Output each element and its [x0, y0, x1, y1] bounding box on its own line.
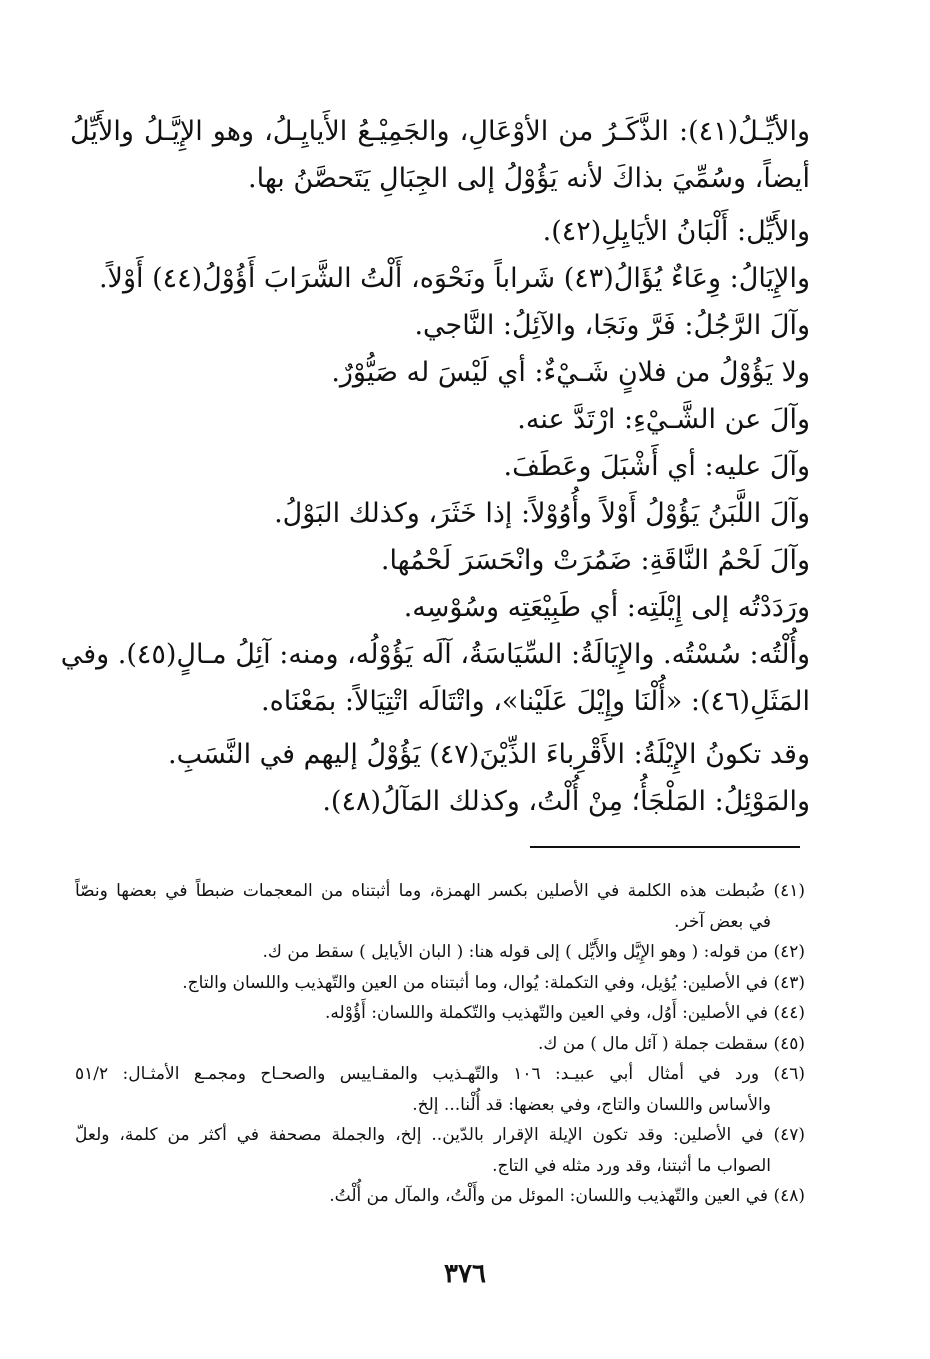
- text-line: وآلَ عليه: أي أَشْبَلَ وعَطَفَ.: [503, 451, 810, 482]
- text-line: وقد تكونُ الإِيْلَةُ: الأَقْرِباءَ الذِّيْنَ(٤٧) يَؤُوْلُ إليهم في النَّسَبِ.: [168, 739, 810, 770]
- text-line: أيضاً، وسُمِّيَ بذاكَ لأنه يَؤُوْلُ إلى الجِبَالِ يَتَحصَّنُ بها.: [248, 163, 810, 194]
- footnote-line: في بعض آخر.: [674, 911, 771, 932]
- text-line: ولا يَؤُوْلُ من فلانٍ شَـيْءٌ: أي لَيْسَ له صَيُّوْرٌ.: [331, 357, 810, 388]
- text-line: وآلَ اللَّبَنُ يَؤُوْلُ أَوْلاً وأُوُوْلاً: إذا خَثَرَ، وكذلك البَوْلُ.: [274, 498, 810, 529]
- footnote-line: الصواب ما أثبتنا، وقد ورد مثله في التاج.: [492, 1155, 771, 1176]
- text-line: والأيِّـلُ(٤١): الذَّكَـرُ من الأوْعَالِ، والجَمِيْـعُ الأَيايِـلُ، وهو الإِيَّـلُ والأَيِّلُ: [70, 116, 810, 147]
- footnote-line: (٤٥) سقطت جملة ( آئل مال ) من ك.: [537, 1033, 805, 1054]
- footnote-line: (٤٣) في الأصلين: يُؤيل، وفي التكملة: يُوال، وما أثبتناه من العين والتّهذيب واللسان والتاج.: [182, 972, 805, 993]
- page-number: ٣٧٦: [444, 1259, 486, 1289]
- main-text: [60, 108, 810, 825]
- footnote-line: (٤٧) في الأصلين: وقد تكون الإيلة الإقرار بالدّين.. إلخ، والجملة مصحفة في أكثر من كلمة، ولعلّ: [75, 1125, 805, 1145]
- text-line: وآلَ عن الشَّـيْءِ: ارْتَدَّ عنه.: [517, 404, 810, 435]
- text-line: والإِيَالُ: وِعَاءٌ يُؤَالُ(٤٣) شَراباً ونَحْوَه، أَلْتُ الشَّرَابَ أَؤُوْلُ(٤٤) أَوْلاً.: [98, 263, 810, 294]
- text-line: والمَوْئِلُ: المَلْجَأُ؛ مِنْ أُلْتُ، وكذلك المَآلُ(٤٨).: [322, 786, 810, 817]
- footnote-line: (٤٤) في الأصلين: أَوُل، وفي العين والتّهذيب والتّكملة واللسان: أَؤُوْله.: [325, 1003, 805, 1023]
- footnotes: [75, 876, 805, 1212]
- text-line: وآلَ الرَّجُلُ: فَرَّ ونَجَا، والآئِلُ: النَّاجي.: [414, 310, 810, 341]
- text-line: المَثَلِ(٤٦): «أُلْنَا وإِيْلَ عَلَيْنا»، واتْتَالَه اتْتِيَالاً: بمَعْنَاه.: [261, 686, 810, 717]
- text-line: وآلَ لَحْمُ النَّاقَةِ: ضَمُرَتْ وانْحَسَرَ لَحْمُها.: [380, 545, 810, 576]
- footnote-separator: [530, 846, 800, 848]
- text-line: وأُلْتُه: سُسْتُه. والإِيَالَةُ: السِّيَاسَةُ، آلَه يَؤُوْلُه، ومنه: آئِلُ مـالٍ(٤٥). وفي: [60, 639, 810, 670]
- footnote-line: (٤١) ضُبطت هذه الكلمة في الأصلين بكسر الهمزة، وما أثبتناه من المعجمات ضبطاً في بعضها ونصّاً: [75, 881, 805, 901]
- footnote-line: (٤٨) في العين والتّهذيب واللسان: الموئل من وأَلْتُ، والمآل من أُلْتُ.: [329, 1186, 805, 1206]
- footnote-line: (٤٢) من قوله: ( وهو الإِيَّل والأَيِّل ) إلى قوله هنا: ( البان الأيايل ) سقط من ك.: [262, 942, 805, 962]
- text-line: ورَدَدْتُه إلى إِيْلَتِه: أي طَبِيْعَتِه وسُوْسِه.: [403, 592, 810, 623]
- text-line: والأَيِّل: أَلْبَانُ الأيَايِلِ(٤٢).: [542, 216, 810, 247]
- footnote-line: (٤٦) ورد في أمثال أبي عبيـد: ١٠٦ والتّهـذيب والمقـاييس والصحـاح ومجمـع الأمثـال: ٥١/٢: [75, 1064, 805, 1084]
- footnote-line: والأساس واللسان والتاج، وفي بعضها: قد أُلْنا... إلخ.: [412, 1094, 771, 1115]
